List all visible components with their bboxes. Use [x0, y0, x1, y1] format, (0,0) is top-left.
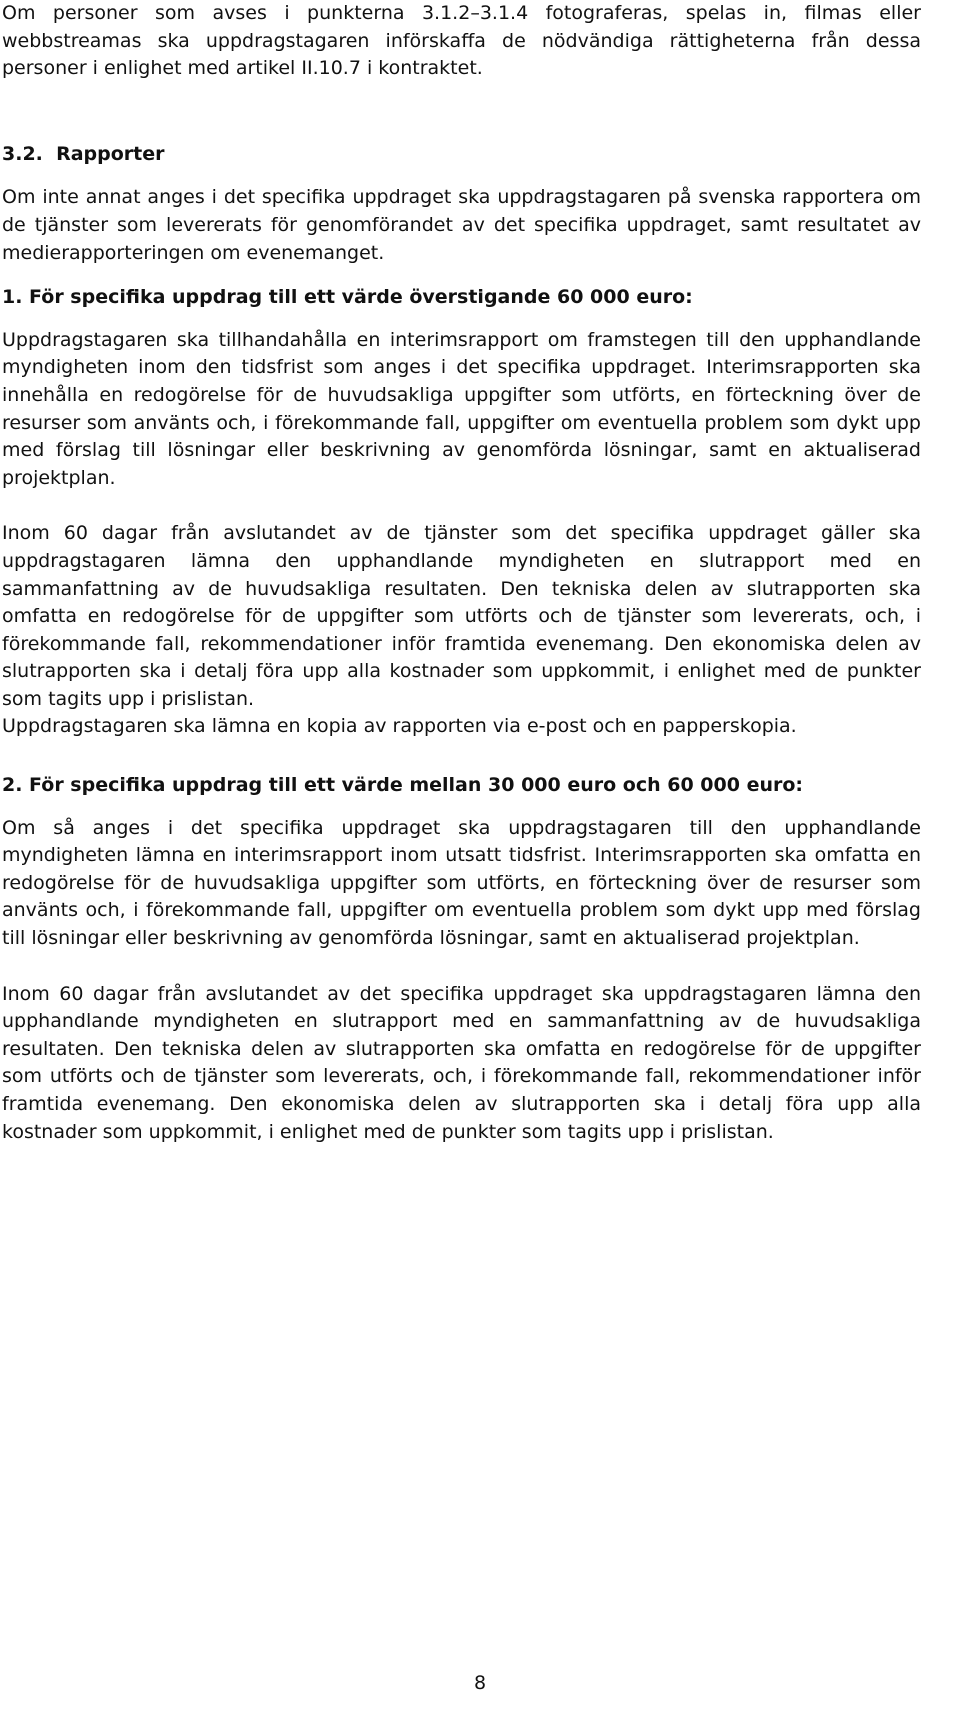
- subsection-2-heading: 2. För specifika uppdrag till ett värde mellan 30 000 euro och 60 000 euro:: [2, 774, 804, 797]
- subsection-2-paragraph-2: Inom 60 dagar från avslutandet av det specifika uppdraget ska uppdragstagaren lämna den upphandlande myndigheten en slutrapport med en sammanfattning av de huvudsakliga resultaten. Den tekniska delen av slutrapporten ska omfatta en redogörelse för de uppgifter som utförts och de tjänster som levererats, och, i förekommande fall, rekommendationer inför framtida evenemang. Den ekonomiska delen av slutrapporten ska i detalj föra upp alla kostnader som uppkommit, i enlighet med de punkter som tagits upp i prislistan.: [2, 982, 921, 1143]
- intro-paragraph: Om personer som avses i punkterna 3.1.2–3.1.4 fotograferas, spelas in, filmas eller webbstreamas ska uppdragstagaren införskaffa de nödvändiga rättigheterna från dessa personer i enlighet med artikel II.10.7 i kontraktet.: [2, 2, 921, 80]
- section-heading: 3.2. Rapporter: [2, 142, 165, 165]
- section-paragraph: Om inte annat anges i det specifika uppdraget ska uppdragstagaren på svenska rapportera om de tjänster som levererats för genomförandet av det specifika uppdraget, samt resultatet av medierapporteringen om evenemanget.: [2, 186, 921, 264]
- page-number: 8: [473, 1672, 487, 1694]
- subsection-1-paragraph-3: Uppdragstagaren ska lämna en kopia av rapporten via e-post och en papperskopia.: [2, 715, 797, 738]
- subsection-1-heading: 1. För specifika uppdrag till ett värde överstigande 60 000 euro:: [2, 286, 693, 309]
- subsection-1-paragraph-1: Uppdragstagaren ska tillhandahålla en interimsrapport om framstegen till den upphandlande myndigheten inom den tidsfrist som anges i det specifika uppdraget. Interimsrapporten ska innehålla en redogörelse för de huvudsakliga uppgifter som utförts, en förteckning över de resurser som använts och, i förekommande fall, uppgifter om eventuella problem som dykt upp med förslag till lösningar eller beskrivning av genomförda lösningar, samt en aktualiserad projektplan.: [2, 328, 921, 489]
- subsection-2-paragraph-1: Om så anges i det specifika uppdraget ska uppdragstagaren till den upphandlande myndigheten lämna en interimsrapport inom utsatt tidsfrist. Interimsrapporten ska omfatta en redogörelse för de huvudsakliga uppgifter som utförts, en förteckning över de resurser som använts och, i förekommande fall, uppgifter om eventuella problem som dykt upp med förslag till lösningar eller beskrivning av genomförda lösningar, samt en aktualiserad projektplan.: [2, 816, 921, 950]
- subsection-1-paragraph-2: Inom 60 dagar från avslutandet av de tjänster som det specifika uppdraget gäller ska uppdragstagaren lämna den upphandlande myndigheten en slutrapport med en sammanfattning av de huvudsakliga resultaten. Den tekniska delen av slutrapporten ska omfatta en redogörelse för de uppgifter som utförts och de tjänster som levererats, och, i förekommande fall, rekommendationer inför framtida evenemang. Den ekonomiska delen av slutrapporten ska i detalj föra upp alla kostnader som uppkommit, i enlighet med de punkter som tagits upp i prislistan.: [2, 522, 921, 710]
